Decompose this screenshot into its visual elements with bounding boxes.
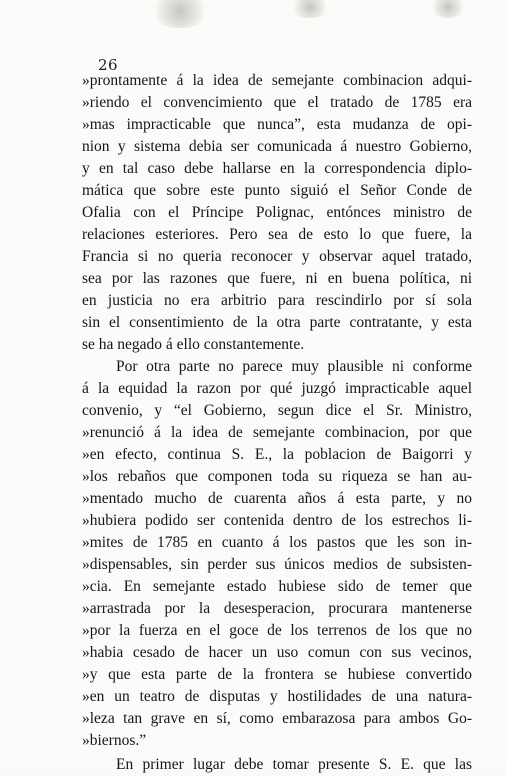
text-line: relaciones esteriores. Pero sea de esto lo que fuere, la (82, 226, 472, 243)
text-line: y en tal caso debe hallarse en la correspondencia diplo- (82, 160, 472, 177)
text-line: »renunció á la idea de semejante combinacion, por que (82, 424, 472, 441)
text-line: »hubiera podido ser contenida dentro de los estrechos li- (82, 512, 472, 529)
text-line: »mites de 1785 en cuanto á los pastos que les son in- (82, 534, 472, 551)
text-line: »y que esta parte de la frontera se hubiese convertido (82, 666, 472, 683)
text-line: convenio, y “el Gobierno, segun dice el Sr. Ministro, (82, 402, 472, 419)
text-line: »dispensables, sin perder sus únicos medios de subsisten- (82, 556, 472, 573)
text-line: sin el consentimiento de la otra parte contratante, y esta (82, 314, 472, 331)
paper-stain (150, 0, 210, 28)
paragraph-start-line: Por otra parte no parece muy plausible ni conforme (116, 358, 472, 375)
text-line: »cia. En semejante estado hubiese sido de temer que (82, 578, 472, 595)
text-line: »en efecto, continua S. E., la poblacion de Baigorri y (82, 446, 472, 463)
text-line: »leza tan grave en sí, como embarazosa para ambos Go- (82, 710, 472, 727)
text-line: »prontamente á la idea de semejante combinacion adqui- (82, 72, 472, 89)
text-line: se ha negado á ello constantemente. (82, 336, 305, 353)
page-number: 26 (98, 56, 119, 74)
text-line: »los rebaños que componen toda su riqueza se han au- (82, 468, 472, 485)
text-line: »biernos.” (82, 732, 147, 749)
text-line: »por la fuerza en el goce de los terrenos de los que no (82, 622, 472, 639)
text-line: á la equidad la razon por qué juzgó impracticable aquel (82, 380, 472, 397)
text-line: »mentado mucho de cuarenta años á esta parte, y no (82, 490, 472, 507)
text-line: »arrastrada por la desesperacion, procurara mantenerse (82, 600, 472, 617)
text-line: nion y sistema debia ser comunicada á nuestro Gobierno, (82, 138, 472, 155)
paper-stain (290, 0, 330, 18)
paragraph-start-line: En primer lugar debe tomar presente S. E. que las (116, 756, 472, 773)
text-line: sea por las razones que fuere, ni en buena política, ni (82, 270, 472, 287)
text-line: »habia cesado de hacer un uso comun con sus vecinos, (82, 644, 472, 661)
text-line: »en un teatro de disputas y hostilidades de una natura- (82, 688, 472, 705)
text-line: »riendo el convencimiento que el tratado de 1785 era (82, 94, 472, 111)
body-text (82, 70, 472, 776)
text-line: Ofalia con el Príncipe Polignac, entónces ministro de (82, 204, 472, 221)
paper-stain (430, 0, 466, 18)
text-line: »mas impracticable que nunca”, esta mudanza de opi- (82, 116, 472, 133)
text-line: en justicia no era arbitrio para rescindirlo por sí sola (82, 292, 472, 309)
text-line: Francia si no queria reconocer y observar aquel tratado, (82, 248, 472, 265)
text-line: mática que sobre este punto siguió el Señor Conde de (82, 182, 472, 199)
